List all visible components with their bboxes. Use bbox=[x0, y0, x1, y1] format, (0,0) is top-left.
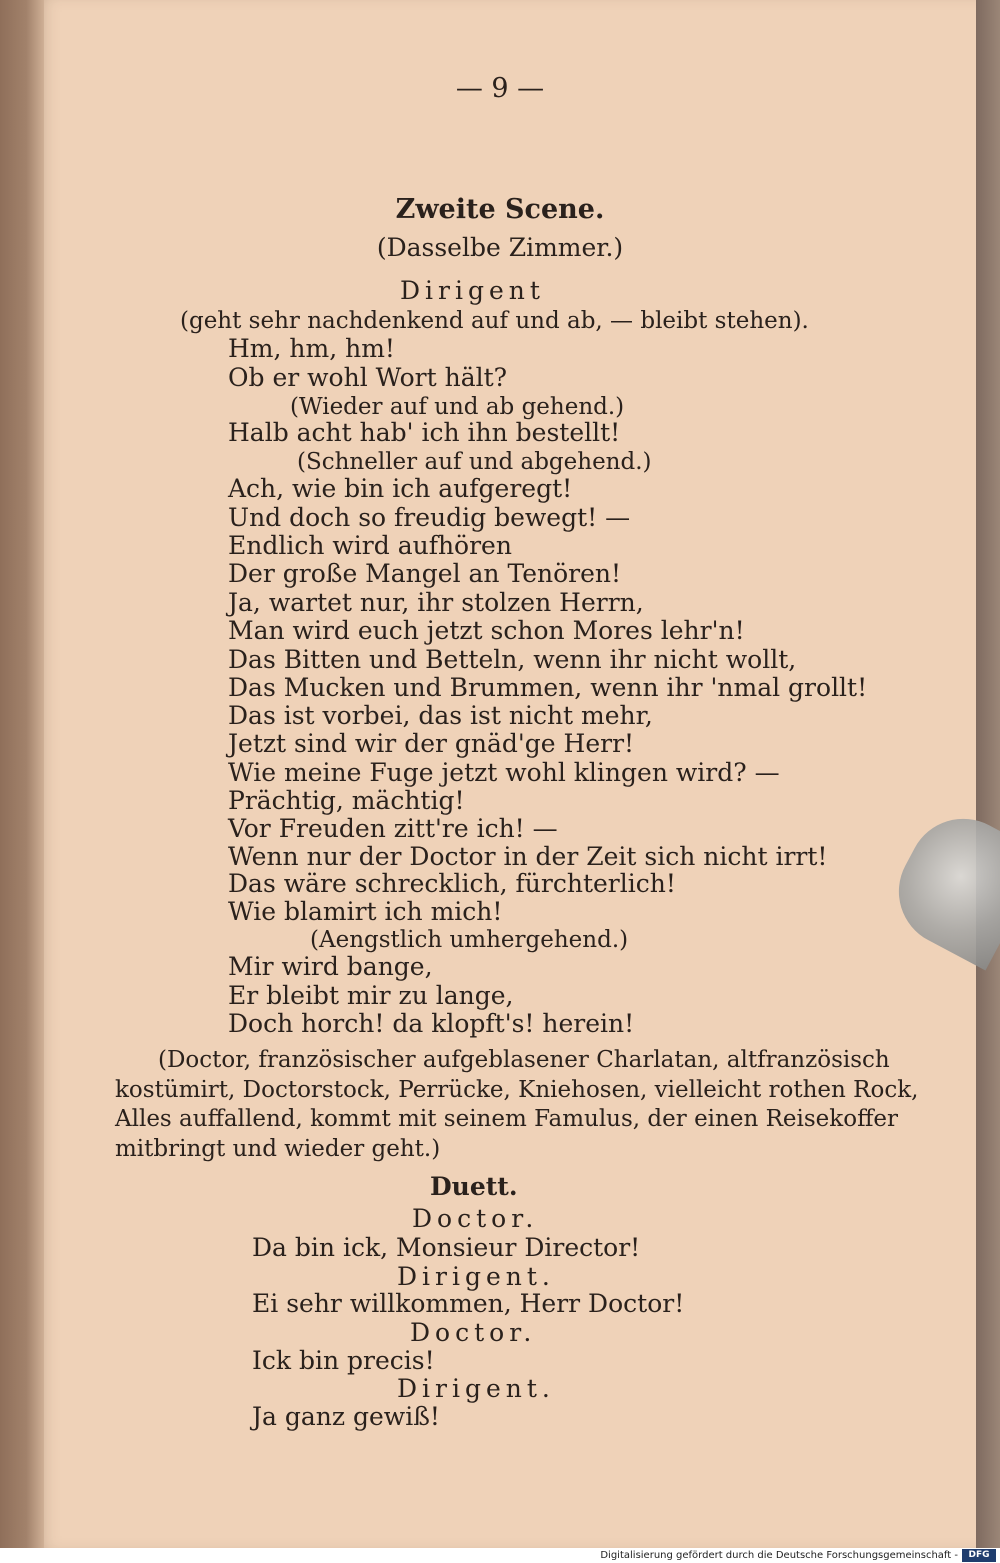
verse-line: Und doch so freudig bewegt! — bbox=[228, 503, 631, 532]
duet-title: Duett. bbox=[430, 1172, 518, 1201]
verse-line: Man wird euch jetzt schon Mores lehr'n! bbox=[228, 616, 745, 645]
stage-direction: (Schneller auf und abgehend.) bbox=[297, 449, 652, 475]
speaker-dirigent: Dirigent bbox=[400, 276, 545, 305]
duet-line: Ick bin precis! bbox=[252, 1346, 435, 1375]
verse-line: Doch horch! da klopft's! herein! bbox=[228, 1009, 635, 1038]
verse-line: Der große Mangel an Tenören! bbox=[228, 559, 622, 588]
verse-line: Hm, hm, hm! bbox=[228, 334, 395, 363]
verse-line: Ja, wartet nur, ihr stolzen Herrn, bbox=[228, 588, 644, 617]
verse-line: Mir wird bange, bbox=[228, 952, 433, 981]
duet-speaker: Dirigent. bbox=[397, 1262, 555, 1291]
verse-line: Das ist vorbei, das ist nicht mehr, bbox=[228, 701, 653, 730]
verse-line: Vor Freuden zitt're ich! — bbox=[228, 814, 558, 843]
scene-title: Zweite Scene. bbox=[395, 194, 605, 225]
stage-paragraph-line: (Doctor, französischer aufgeblasener Charlatan, altfranzösisch bbox=[158, 1047, 890, 1073]
stage-direction: (geht sehr nachdenkend auf und ab, — bleibt stehen). bbox=[180, 308, 809, 334]
footer-credit: Digitalisierung gefördert durch die Deutsche Forschungsgemeinschaft - bbox=[600, 1550, 958, 1561]
verse-line: Das Mucken und Brummen, wenn ihr 'nmal grollt! bbox=[228, 673, 868, 702]
stage-paragraph-line: mitbringt und wieder geht.) bbox=[115, 1136, 441, 1162]
verse-line: Das wäre schrecklich, fürchterlich! bbox=[228, 869, 676, 898]
verse-line: Ob er wohl Wort hält? bbox=[228, 363, 508, 392]
verse-line: Wenn nur der Doctor in der Zeit sich nicht irrt! bbox=[228, 842, 828, 871]
verse-line: Ach, wie bin ich aufgeregt! bbox=[228, 474, 573, 503]
page-number: — 9 — bbox=[455, 73, 545, 104]
verse-line: Halb acht hab' ich ihn bestellt! bbox=[228, 418, 621, 447]
verse-line: Prächtig, mächtig! bbox=[228, 786, 465, 815]
verse-line: Wie meine Fuge jetzt wohl klingen wird? — bbox=[228, 758, 780, 787]
verse-line: Wie blamirt ich mich! bbox=[228, 897, 503, 926]
stage-direction: (Wieder auf und ab gehend.) bbox=[290, 394, 625, 420]
duet-line: Da bin ick, Monsieur Director! bbox=[252, 1233, 641, 1262]
scene-setting: (Dasselbe Zimmer.) bbox=[376, 233, 624, 262]
dfg-logo: DFG bbox=[962, 1549, 996, 1562]
verse-line: Endlich wird aufhören bbox=[228, 531, 512, 560]
duet-speaker: Doctor. bbox=[412, 1204, 539, 1233]
verse-line: Jetzt sind wir der gnäd'ge Herr! bbox=[228, 729, 635, 758]
duet-speaker: Dirigent. bbox=[397, 1374, 555, 1403]
duet-speaker: Doctor. bbox=[410, 1318, 537, 1347]
stage-direction: (Aengstlich umhergehend.) bbox=[310, 927, 629, 953]
duet-line: Ei sehr willkommen, Herr Doctor! bbox=[252, 1289, 685, 1318]
stage-paragraph-line: Alles auffallend, kommt mit seinem Famulus, der einen Reisekoffer bbox=[115, 1106, 899, 1132]
duet-line: Ja ganz gewiß! bbox=[252, 1402, 440, 1431]
verse-line: Er bleibt mir zu lange, bbox=[228, 981, 514, 1010]
stage-paragraph-line: kostümirt, Doctorstock, Perrücke, Kniehosen, vielleicht rothen Rock, bbox=[115, 1077, 919, 1103]
verse-line: Das Bitten und Betteln, wenn ihr nicht wollt, bbox=[228, 645, 797, 674]
